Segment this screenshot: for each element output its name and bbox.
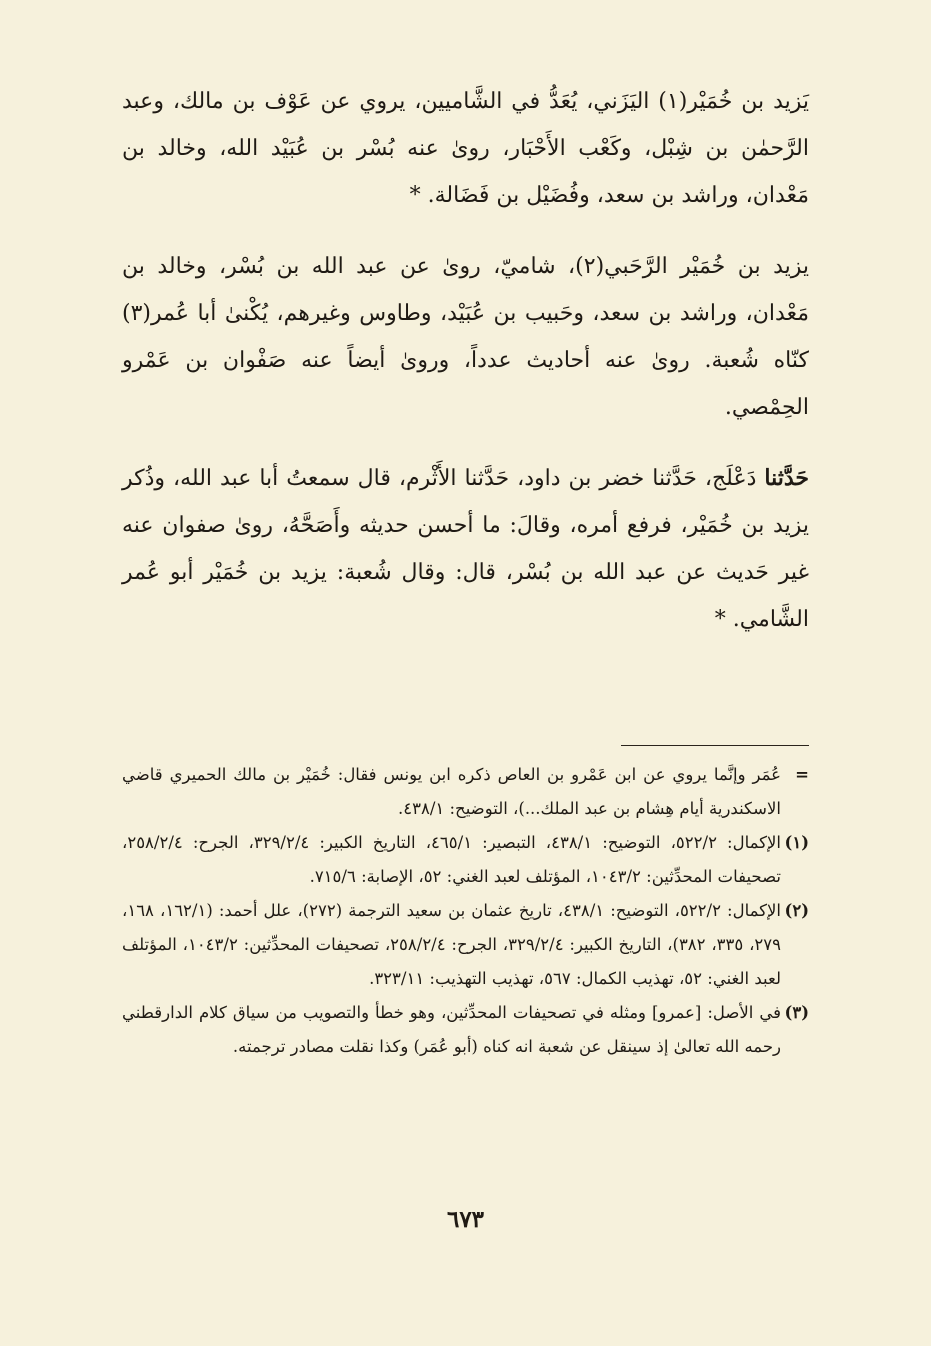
footnote-2 — [122, 894, 809, 996]
footnote-text: الإكمال: ٥٢٢/٢، التوضيح: ٤٣٨/١، التبصير: ٤٦٥/١، التاريخ الكبير: ٣٢٩/٢/٤، الجرح: ٢٥٨/٢/٤، تصحيفات المحدِّثين: ١٠٤٣/٢، المؤتلف لعبد الغني: ٥٢، الإصابة: ٧١٥/٦. — [122, 833, 781, 886]
footnote-mark: = — [795, 765, 809, 784]
isnad-lead-word: حَدَّثنا — [764, 465, 810, 491]
entry-isnad — [122, 455, 809, 643]
footnote-text: الإكمال: ٥٢٢/٢، التوضيح: ٤٣٨/١، تاريخ عثمان بن سعيد الترجمة (٢٧٢)، علل أحمد: (١٦٢/١، ١٦٨، ٢٧٩، ٣٣٥، ٣٨٢)، التاريخ الكبير: ٣٢٩/٢/٤، الجرح: ٢٥٨/٢/٤، تصحيفات المحدِّثين: ١٠٤٣/٢، المؤتلف لعبد الغني: ٥٢، تهذيب الكمال: ٥٦٧، تهذيب التهذيب: ٣٢٣/١١. — [122, 901, 781, 988]
footnote-3 — [122, 996, 809, 1064]
page-number: ٦٧٣ — [446, 1206, 485, 1233]
entry-text: يَزيد بن خُمَيْر(١) اليَزَني، يُعَدُّ في الشَّاميين، يروي عن عَوْف بن مالك، وعبد الرَّحمٰن بن شِبْل، وكَعْب الأَحْبَار، روىٰ عنه بُسْر بن عُبَيْد الله، وخالد بن مَعْدان، وراشد بن سعد، وفُضَيْل بن فَضَالة. * — [122, 89, 810, 208]
footnote-mark: (٣) — [784, 1003, 809, 1022]
main-text — [122, 78, 809, 643]
footnote-continued — [122, 758, 809, 826]
footnote-1 — [122, 826, 809, 894]
footnotes — [122, 758, 809, 1064]
footnote-separator — [621, 745, 809, 746]
entry-text: يزيد بن خُمَيْر الرَّحَبي(٢)، شاميّ، روىٰ عن عبد الله بن بُسْر، وخالد بن مَعْدان، وراشد بن سعد، وحَبيب بن عُبَيْد، وطاوس وغيرهم، يُكْنىٰ أبا عُمر(٣) كنّاه شُعبة. روىٰ عنه أحاديث عدداً، وروىٰ أيضاً عنه صَفْوان بن عَمْرو الحِمْصي. — [122, 254, 810, 420]
footnote-mark: (١) — [784, 833, 809, 852]
footnote-text: في الأصل: [عمرو] ومثله في تصحيفات المحدِّثين، وهو خطأ والتصويب من سياق كلام الدارقطني رحمه الله تعالىٰ إذ سينقل عن شعبة انه كناه (أبو عُمَر) وكذا نقلت مصادر ترجمته. — [122, 1003, 781, 1056]
entry-yazid-yazani — [122, 78, 809, 219]
entry-yazid-rahabi — [122, 243, 809, 431]
footnote-mark: (٢) — [784, 901, 809, 920]
entry-text: دَعْلَج، حَدَّثنا خضر بن داود، حَدَّثنا الأَثْرم، قال سمعتُ أبا عبد الله، وذُكر يزيد بن خُمَيْر، فرفع أمره، وقالَ: ما أحسن حديثه وأَصَحَّهُ، روىٰ صفوان عنه غير حَديث عن عبد الله بن بُسْر، قال: وقال شُعبة: يزيد بن خُمَيْر أبو عُمر الشَّامي. * — [122, 466, 809, 632]
footnote-text: عُمَر وإنَّما يروي عن ابن عَمْرو بن العاص ذكره ابن يونس فقال: خُمَيْر بن مالك الحميري قاضي الاسكندرية أيام هِشام بن عبد الملك...)، التوضيح: ٤٣٨/١. — [122, 765, 781, 818]
